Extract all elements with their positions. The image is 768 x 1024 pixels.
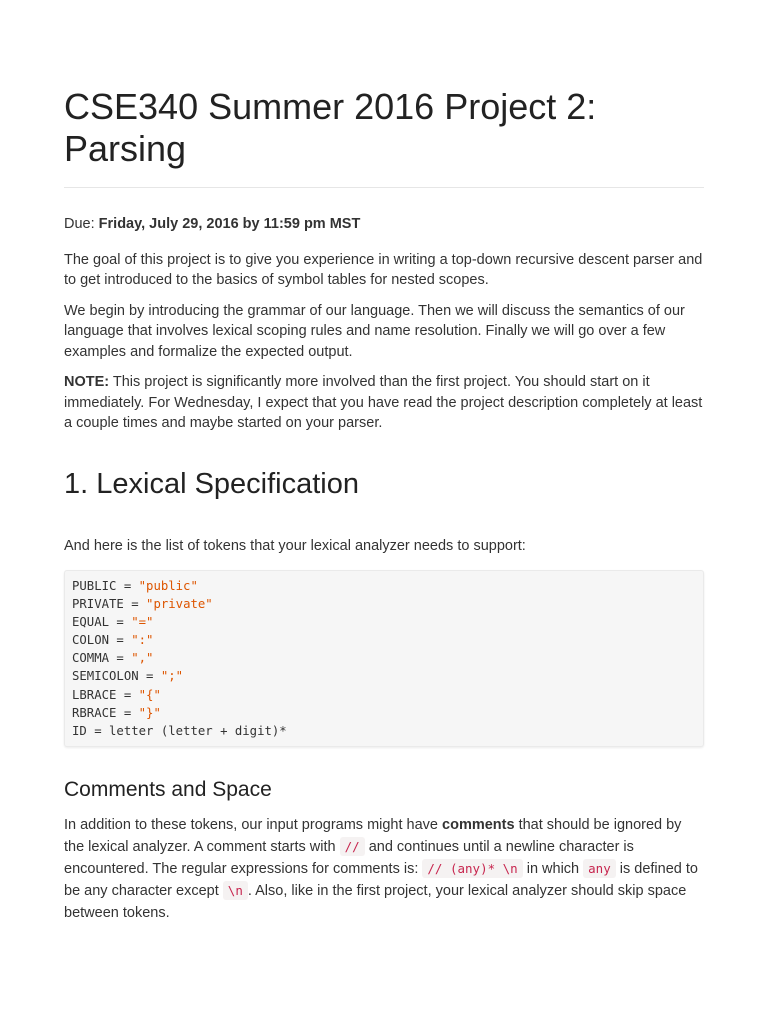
section-heading-comments-and-space: Comments and Space bbox=[64, 777, 272, 801]
note-paragraph bbox=[64, 372, 704, 434]
token-code-block bbox=[64, 570, 704, 747]
token-line: SEMICOLON = ";" bbox=[72, 669, 184, 684]
inline-code-comment-start: // bbox=[340, 837, 365, 856]
token-line: COMMA = "," bbox=[72, 651, 154, 666]
note-text: This project is significantly more involved than the first project. You should start on it immediately. For Wednesday, I expect that you have read the project description completely at least a couple times and maybe started on your parser. bbox=[64, 374, 703, 431]
due-date-paragraph bbox=[64, 214, 704, 235]
inline-code-any: any bbox=[583, 859, 616, 878]
due-value: Friday, July 29, 2016 by 11:59 pm MST bbox=[98, 216, 361, 232]
inline-code-newline: \n bbox=[223, 881, 248, 900]
comments-paragraph: In addition to these tokens, our input programs might have comments that should be ignored by the lexical analyzer. A comment starts with // and continues until a newline character is encountered. The regular expressions for comments is: // (any)* \n in which any is defined to be any character except \n . Also, like in the first project, your lexical analyzer should skip space between tokens. bbox=[64, 816, 698, 921]
token-line: LBRACE = "{" bbox=[72, 687, 161, 702]
token-line: EQUAL = "=" bbox=[72, 615, 154, 630]
comments-bold: comments bbox=[442, 816, 515, 833]
id-token-line: ID = letter (letter + digit)* bbox=[72, 723, 287, 738]
note-label: NOTE: bbox=[64, 374, 110, 390]
inline-code-comment-regex: // (any)* \n bbox=[422, 859, 522, 878]
goal-paragraph: The goal of this project is to give you experience in writing a top-down recursive descent parser and to get introduced to the basics of symbol tables for nested scopes. bbox=[64, 251, 703, 288]
token-line: COLON = ":" bbox=[72, 633, 154, 648]
token-line: RBRACE = "}" bbox=[72, 705, 161, 720]
document-content bbox=[64, 86, 704, 924]
title-divider bbox=[64, 187, 704, 188]
due-label: Due: bbox=[64, 216, 95, 232]
intro-paragraph: We begin by introducing the grammar of our language. Then we will discuss the semantics of our language that involves lexical scoping rules and name resolution. Finally we will go over a few examples and formalize the expected output. bbox=[64, 302, 685, 360]
token-line: PUBLIC = "public" bbox=[72, 579, 198, 593]
section-heading-lexical-specification: 1. Lexical Specification bbox=[64, 467, 359, 500]
page-title: CSE340 Summer 2016 Project 2: Parsing bbox=[64, 86, 597, 169]
token-list-intro: And here is the list of tokens that your lexical analyzer needs to support: bbox=[64, 537, 526, 554]
token-line: PRIVATE = "private" bbox=[72, 597, 213, 612]
